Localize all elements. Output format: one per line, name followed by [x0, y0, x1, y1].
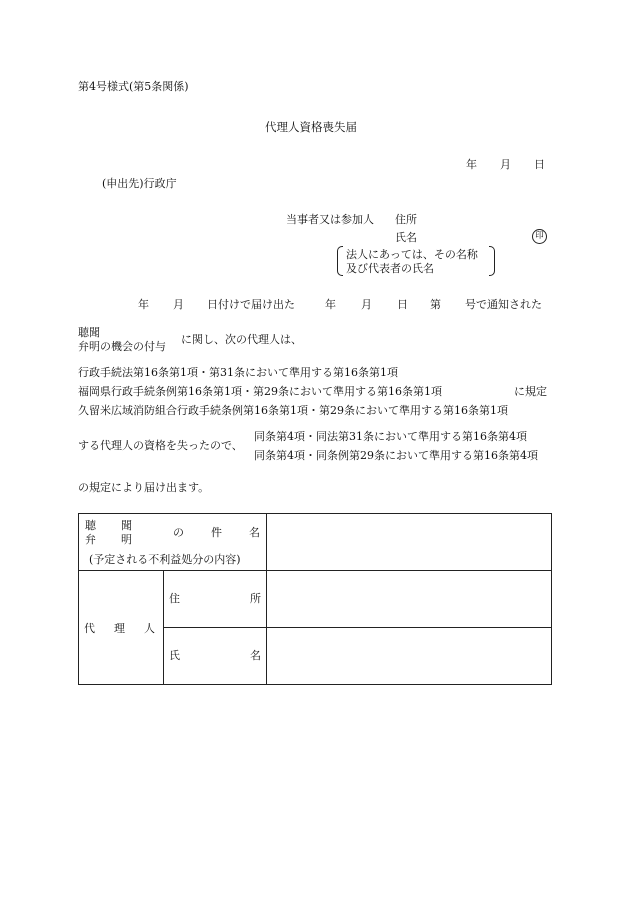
agent-name-label [164, 628, 267, 685]
notice-day2: 日 [397, 298, 408, 311]
closing-text: の規定により届け出ます。 [78, 481, 210, 494]
notice-no2: 号で通知された [465, 298, 542, 311]
explain-char2: 明 [121, 533, 132, 546]
corporation-note-line1: 法人にあっては、その名称 [346, 248, 478, 261]
regarding-text: に関し、次の代理人は、 [181, 333, 302, 346]
notice-year1: 年 [138, 298, 149, 311]
law-3: 久留米広域消防組合行政手続条例第16条第1項・第29条において準用する第16条第1項 [78, 404, 508, 417]
date-day: 日 [534, 158, 545, 171]
case-name-header [79, 514, 267, 571]
agent-char1: 代 [84, 621, 95, 635]
agent-address-value[interactable] [267, 571, 552, 628]
case-char1: の [173, 526, 184, 539]
agent-address-label [164, 571, 267, 628]
address-char2: 所 [250, 592, 261, 605]
notice-no1: 第 [430, 298, 441, 311]
corporation-note-line2: 及び代表者の氏名 [346, 262, 434, 275]
document-title: 代理人資格喪失届 [265, 120, 357, 134]
lost-qualification-text: する代理人の資格を失ったので、 [78, 439, 243, 452]
agent-info-table [78, 513, 552, 685]
applicant-label: 当事者又は参加人 [286, 213, 374, 226]
notice-day1: 日付けで届け出た [207, 298, 295, 311]
notice-year2: 年 [325, 298, 336, 311]
date-month: 月 [500, 158, 511, 171]
agent-char3: 人 [144, 621, 155, 635]
name-label: 氏名 [395, 231, 417, 244]
explain-char1: 弁 [85, 533, 96, 546]
left-bracket [337, 246, 343, 276]
case-char2: 件 [211, 526, 222, 539]
address-label: 住所 [395, 213, 417, 226]
provision-2: 同条第4項・同条例第29条において準用する第16条第4項 [254, 449, 538, 462]
disposition-note: (予定される不利益処分の内容) [89, 553, 241, 566]
case-char3: 名 [249, 526, 260, 539]
provision-1: 同条第4項・同法第31条において準用する第16条第4項 [254, 430, 527, 443]
agent-name-value[interactable] [267, 628, 552, 685]
seal-icon: 印 [532, 229, 547, 244]
law-2: 福岡県行政手続条例第16条第1項・第29条において準用する第16条第1項 [78, 385, 442, 398]
agent-char2: 理 [114, 621, 125, 635]
notice-month1: 月 [173, 298, 184, 311]
case-name-value[interactable] [267, 514, 552, 571]
name-char2: 名 [250, 649, 261, 662]
address-char1: 住 [169, 592, 180, 605]
agent-label-cell [79, 571, 164, 685]
hearing-char2: 聞 [121, 519, 132, 532]
explanation-option: 弁明の機会の付与 [78, 340, 166, 353]
recipient: (申出先)行政庁 [102, 177, 177, 190]
hearing-char1: 聴 [85, 519, 96, 532]
law-1: 行政手続法第16条第1項・第31条において準用する第16条第1項 [78, 366, 398, 379]
right-bracket [489, 246, 495, 276]
hearing-option: 聴聞 [78, 326, 100, 339]
form-number: 第4号様式(第5条関係) [78, 80, 189, 93]
notice-month2: 月 [361, 298, 372, 311]
name-char1: 氏 [169, 649, 180, 662]
provided-text: に規定 [514, 385, 547, 398]
date-year: 年 [466, 158, 477, 171]
